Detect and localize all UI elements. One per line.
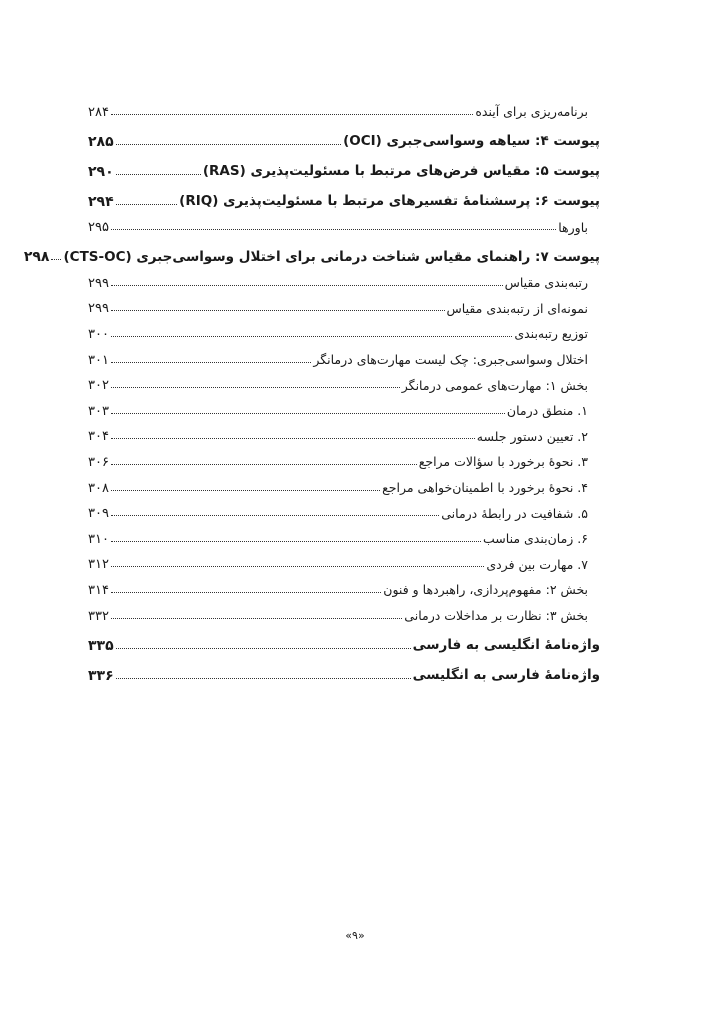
- toc-subsection-entry[interactable]: [88, 571, 600, 597]
- toc-subsection-entry[interactable]: [88, 290, 600, 316]
- toc-subsection-entry[interactable]: [88, 418, 600, 444]
- toc-entry-title: ۷. مهارت بین فردی: [486, 556, 588, 572]
- toc-entry-page-number: ۳۱۲: [88, 557, 109, 573]
- toc-entry-page-number: ۳۰۱: [88, 352, 109, 368]
- toc-entry-page-number: ۳۳۵: [88, 637, 114, 654]
- toc-entry-page-number: ۳۰۸: [88, 480, 109, 496]
- toc-entry-page-number: ۳۰۰: [88, 326, 109, 342]
- toc-entry-page-number: ۲۹۹: [88, 275, 109, 291]
- toc-entry-title: واژه‌نامهٔ انگلیسی به فارسی: [412, 637, 600, 653]
- toc-section-entry[interactable]: [88, 653, 600, 683]
- toc-subsection-entry[interactable]: [88, 264, 600, 290]
- toc-subsection-entry[interactable]: [88, 597, 600, 623]
- toc-entry-title: برنامه‌ریزی برای آینده: [475, 104, 588, 120]
- toc-subsection-entry[interactable]: [88, 209, 600, 235]
- dot-leader: [111, 362, 311, 363]
- toc-subsection-entry[interactable]: [88, 546, 600, 572]
- toc-entry-title: ۲. تعیین دستور جلسه: [476, 428, 588, 444]
- toc-subsection-entry[interactable]: [88, 341, 600, 367]
- dot-leader: [111, 413, 505, 414]
- toc-entry-title: واژه‌نامهٔ فارسی به انگلیسی: [412, 667, 600, 683]
- dot-leader: [111, 618, 402, 619]
- toc-entry-title: پیوست ۵: مقیاس فرض‌های مرتبط با مسئولیت‌پذیری (RAS): [202, 163, 600, 180]
- toc-entry-page-number: ۲۹۹: [88, 301, 109, 317]
- toc-subsection-entry[interactable]: [88, 469, 600, 495]
- page-number: «۹»: [345, 929, 365, 942]
- toc-entry-page-number: ۲۸۵: [88, 133, 114, 150]
- dot-leader: [111, 490, 380, 491]
- toc-section-entry[interactable]: [23, 234, 600, 266]
- toc-subsection-entry[interactable]: [88, 367, 600, 393]
- toc-subsection-entry[interactable]: [88, 443, 600, 469]
- toc-entry-title: پیوست ۴: سیاهه وسواسی‌جبری (OCI): [343, 133, 600, 150]
- dot-leader: [51, 259, 61, 260]
- toc-subsection-entry[interactable]: [88, 392, 600, 418]
- dot-leader: [116, 144, 341, 145]
- toc-entry-title: ۱. منطق درمان: [506, 403, 588, 419]
- toc-entry-title: ۶. زمان‌بندی مناسب: [483, 531, 588, 547]
- dot-leader: [111, 229, 556, 230]
- toc-entry-page-number: ۲۸۴: [88, 104, 109, 120]
- toc-entry-title: بخش ۲: مفهوم‌پردازی، راهبردها و فنون: [383, 582, 588, 598]
- toc-entry-page-number: ۲۹۸: [23, 249, 50, 266]
- dot-leader: [116, 174, 201, 175]
- toc-entry-page-number: ۳۰۶: [88, 454, 109, 470]
- toc-entry-page-number: ۳۰۳: [88, 403, 109, 419]
- toc-entry-title: ۵. شفافیت در رابطهٔ درمانی: [441, 505, 588, 521]
- toc-subsection-entry[interactable]: [88, 495, 600, 521]
- toc-entry-page-number: ۳۱۰: [88, 531, 109, 547]
- toc-entry-title: توزیع رتبه‌بندی: [514, 326, 588, 342]
- toc-entry-page-number: ۲۹۴: [88, 193, 114, 210]
- toc-subsection-entry[interactable]: [88, 520, 600, 546]
- dot-leader: [111, 566, 484, 567]
- dot-leader: [116, 648, 411, 649]
- dot-leader: [111, 310, 445, 311]
- toc-entry-page-number: ۳۰۲: [88, 378, 109, 394]
- toc-entry-page-number: ۳۰۴: [88, 429, 109, 445]
- dot-leader: [111, 515, 439, 516]
- toc-entry-page-number: ۳۳۶: [88, 667, 114, 684]
- toc-subsection-entry[interactable]: [88, 93, 600, 119]
- dot-leader: [116, 678, 411, 679]
- toc-entry-title: پیوست ۷: راهنمای مقیاس شناخت درمانی برای اختلال وسواسی‌جبری (CTS-OC): [63, 248, 600, 265]
- toc-entry-title: باورها: [558, 219, 588, 235]
- dot-leader: [111, 541, 481, 542]
- toc-entry-title: ۳. نحوهٔ برخورد با سؤالات مراجع: [418, 454, 588, 470]
- table-of-contents: [23, 93, 600, 684]
- toc-entry-page-number: ۳۰۹: [88, 506, 109, 522]
- toc-entry-page-number: ۳۱۴: [88, 582, 109, 598]
- toc-entry-page-number: ۳۳۲: [88, 608, 109, 624]
- toc-section-entry[interactable]: [88, 119, 600, 149]
- toc-section-entry[interactable]: [88, 179, 600, 209]
- toc-entry-title: اختلال وسواسی‌جبری: چک لیست مهارت‌های درمانگر: [313, 352, 588, 368]
- dot-leader: [111, 387, 400, 388]
- toc-entry-title: ۴. نحوهٔ برخورد با اطمینان‌خواهی مراجع: [382, 480, 588, 496]
- toc-entry-title: بخش ۳: نظارت بر مداخلات درمانی: [404, 608, 588, 623]
- toc-entry-page-number: ۲۹۵: [88, 220, 109, 236]
- toc-entry-title: نمونه‌ای از رتبه‌بندی مقیاس: [446, 300, 588, 316]
- dot-leader: [111, 285, 503, 286]
- dot-leader: [111, 592, 381, 593]
- toc-section-entry[interactable]: [88, 623, 600, 653]
- toc-subsection-entry[interactable]: [88, 315, 600, 341]
- dot-leader: [111, 336, 512, 337]
- dot-leader: [111, 114, 473, 115]
- toc-section-entry[interactable]: [88, 149, 600, 179]
- toc-entry-title: پیوست ۶: پرسشنامهٔ تفسیرهای مرتبط با مسئولیت‌پذیری (RIQ): [179, 193, 600, 210]
- toc-entry-title: بخش ۱: مهارت‌های عمومی درمانگر: [401, 377, 588, 393]
- dot-leader: [111, 438, 475, 439]
- toc-entry-page-number: ۲۹۰: [88, 163, 114, 180]
- toc-entry-title: رتبه‌بندی مقیاس: [504, 275, 588, 291]
- dot-leader: [111, 464, 417, 465]
- dot-leader: [116, 204, 178, 205]
